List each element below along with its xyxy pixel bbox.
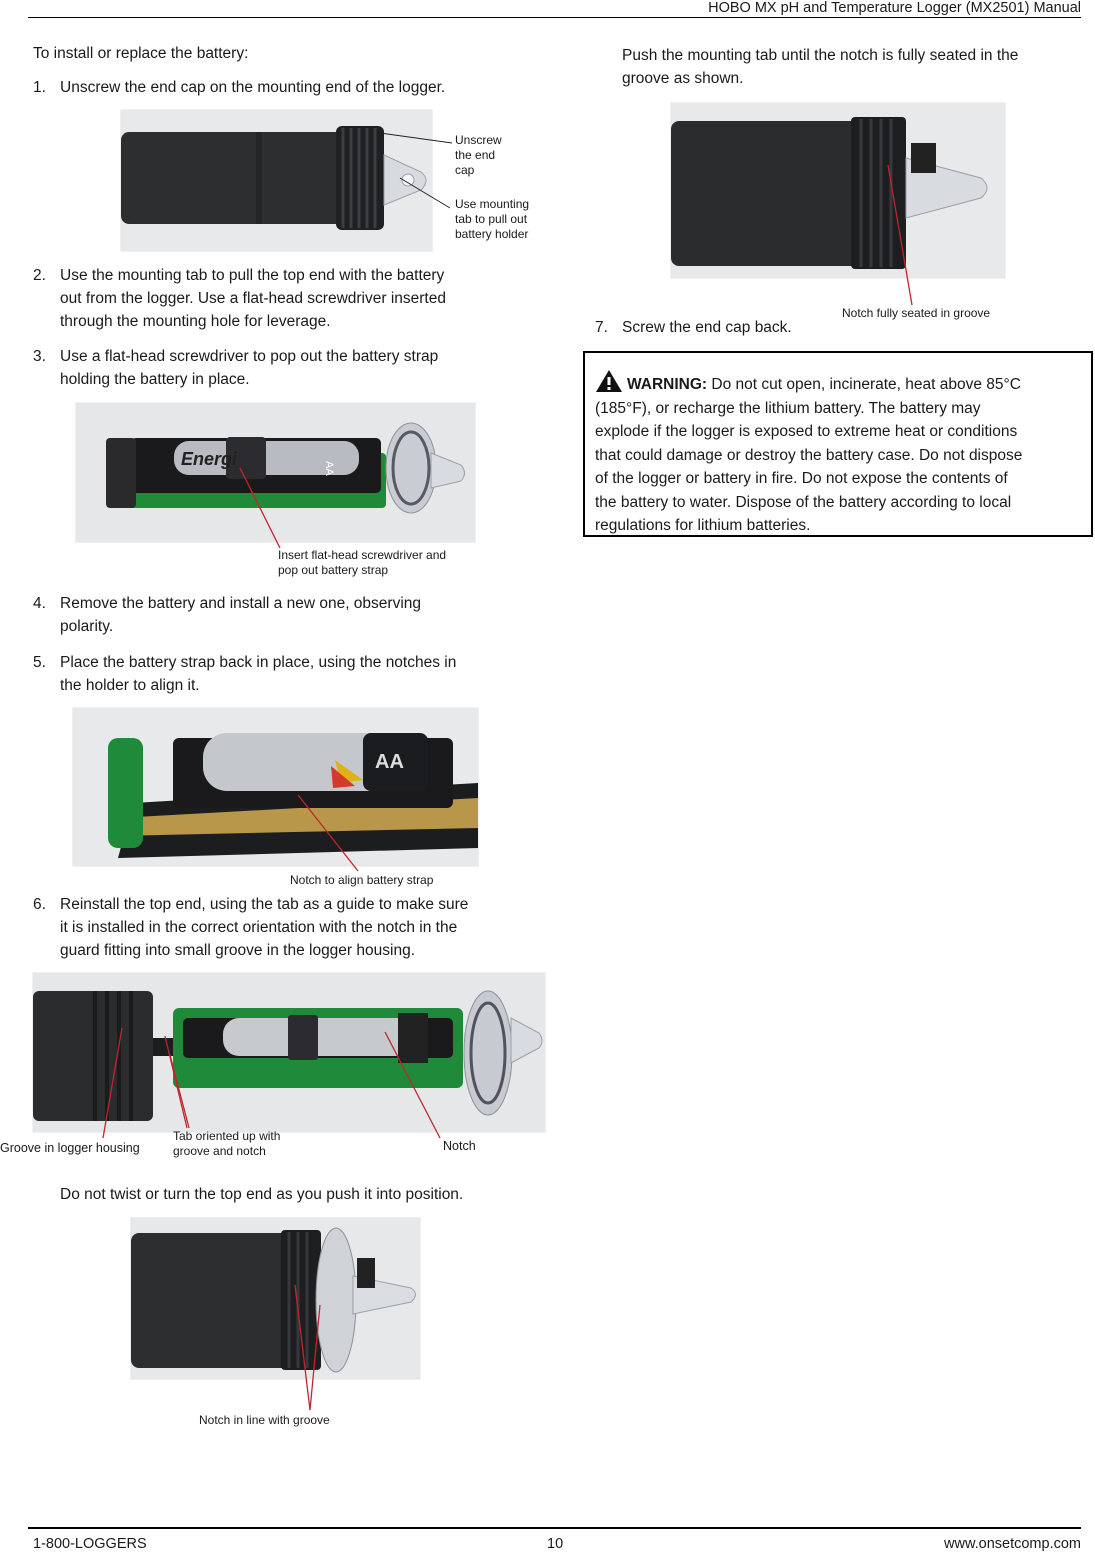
header-rule — [28, 17, 1081, 18]
warning-box — [583, 351, 1093, 537]
warning-line-1: Do not cut open, incinerate, heat above 85°C — [711, 376, 1021, 393]
step-6-note: Do not twist or turn the top end as you push it into position. — [60, 1186, 464, 1203]
step-4-number: 4. — [33, 595, 46, 612]
warning-icon — [595, 369, 623, 393]
step-6-text: Reinstall the top end, using the tab as a guide to make sure it is installed in the correct orientation with the notch in the guard fitting into small groove in the logger housing. — [60, 896, 469, 959]
step-5-text: Place the battery strap back in place, using the notches in the holder to align it. — [60, 654, 457, 694]
caption-mounting-tab: Use mounting tab to pull out battery holder — [455, 197, 530, 241]
step-7-number: 7. — [595, 319, 608, 336]
battery-size-label: AA — [323, 461, 335, 476]
step-3-number: 3. — [33, 348, 46, 365]
caption-tab-oriented: Tab oriented up with groove and notch — [173, 1129, 281, 1158]
caption-notch: Notch — [443, 1139, 476, 1153]
battery-brand-label: Energi — [181, 449, 238, 469]
caption-notch-seated: Notch fully seated in groove — [842, 306, 991, 320]
callout-line-photo2 — [230, 468, 290, 553]
step-1-number: 1. — [33, 79, 46, 96]
warning-line-3: explode if the logger is exposed to extreme heat or conditions — [595, 423, 1018, 440]
step-2-number: 2. — [33, 267, 46, 284]
caption-unscrew: Unscrew the end cap — [455, 133, 502, 177]
caption-notch-align: Notch to align battery strap — [290, 873, 434, 887]
warning-line-6: the battery to water. Dispose of the battery according to local — [595, 493, 1012, 511]
warning-line-2: (185°F), or recharge the lithium battery. The battery may — [595, 399, 981, 417]
footer-rule — [28, 1527, 1081, 1529]
push-tab-text: Push the mounting tab until the notch is fully seated in the groove as shown. — [622, 47, 1019, 87]
photo-notch-seated — [670, 102, 1006, 279]
photo-notch-in-line — [130, 1217, 421, 1380]
step-1-text: Unscrew the end cap on the mounting end of the logger. — [60, 79, 446, 96]
caption-notch-in-line: Notch in line with groove — [199, 1413, 330, 1427]
warning-label: WARNING: — [627, 376, 708, 393]
warning-line-5: of the logger or battery in fire. Do not expose the contents of — [595, 470, 1008, 487]
step-7-text: Screw the end cap back. — [622, 319, 792, 336]
step-2-text: Use the mounting tab to pull the top end with the battery out from the logger. Use a flat-head screwdriver inserted through the mounting hole for leverage. — [60, 267, 446, 330]
caption-groove-housing: Groove in logger housing — [0, 1141, 140, 1155]
battery-size-label-2: AA — [375, 751, 404, 773]
footer-url[interactable]: www.onsetcomp.com — [944, 1536, 1081, 1552]
footer-page-number: 10 — [547, 1536, 564, 1552]
warning-line-7: regulations for lithium batteries. — [595, 517, 811, 534]
step-6-number: 6. — [33, 896, 46, 913]
callout-line-photo6 — [880, 165, 930, 310]
step-4-text: Remove the battery and install a new one, observing polarity. — [60, 595, 422, 635]
callout-line-photo3 — [290, 795, 370, 875]
photo-new-battery — [72, 707, 479, 867]
step-3-text: Use a flat-head screwdriver to pop out the battery strap holding the battery in place. — [60, 348, 439, 388]
callout-lines-photo1 — [380, 128, 460, 228]
page-header-title: HOBO MX pH and Temperature Logger (MX2501) Manual — [708, 0, 1081, 16]
footer-phone: 1-800-LOGGERS — [33, 1536, 147, 1552]
caption-insert-screwdriver: Insert flat-head screwdriver and pop out battery strap — [278, 548, 447, 577]
step-5-number: 5. — [33, 654, 46, 671]
callout-lines-photo5 — [285, 1285, 335, 1415]
intro-text: To install or replace the battery: — [33, 45, 249, 62]
warning-line-4: that could damage or destroy the battery case. Do not dispose — [595, 446, 1023, 464]
